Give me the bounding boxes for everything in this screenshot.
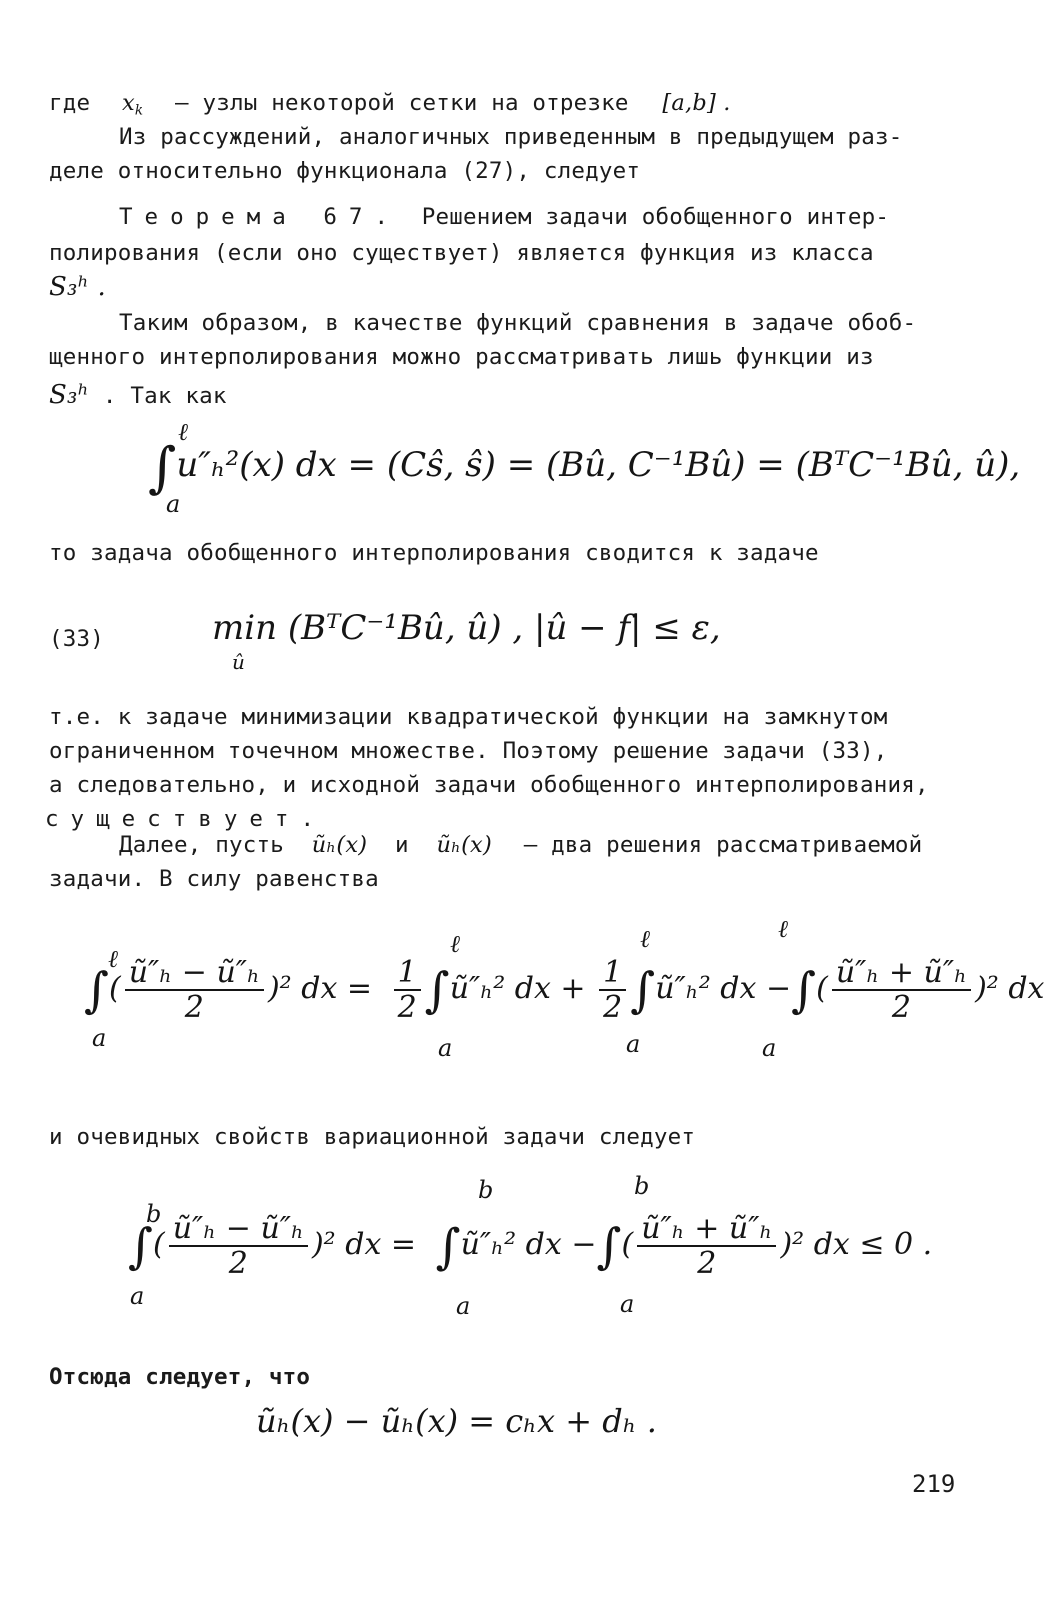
solution-two: ũₕ(x) bbox=[436, 832, 492, 858]
eq4-limit-lower-1: a bbox=[130, 1282, 145, 1310]
equation-33: min (BᵀC⁻¹Bû, û) , |û − f| ≤ ε, bbox=[212, 608, 721, 648]
equation-energy: ∫u″ₕ²(x) dx = (Cŝ, ŝ) = (Bû, C⁻¹Bû) = (BᵀC⁻¹Bû, û), bbox=[148, 436, 1021, 499]
equation-parallelogram: ∫( $\frac{\text{ũ″ₕ − ũ″ₕ}}{2}$ )² dx = $\frac{1}{2}$ ∫ũ″ₕ² dx + $\frac{1}{2}$ ∫ũ″ₕ² dx −∫( $\frac{\text{ũ″ₕ + ũ″ₕ}}{2}$ )² dx bbox=[84, 955, 1044, 1025]
eq3-limit-lower-1: a bbox=[92, 1024, 107, 1052]
text-line-17: задачи. В силу равенства bbox=[49, 866, 379, 892]
solution-one: ũₕ(x) bbox=[311, 832, 368, 858]
equation-difference: ũₕ(x) − ũₕ(x) = cₕx + dₕ . bbox=[256, 1402, 657, 1440]
text-line-3: деле относительно функционала (27), следует bbox=[49, 158, 641, 184]
node-symbol: $x_k$ bbox=[122, 90, 144, 119]
eq3-limit-lower-3: a bbox=[626, 1030, 641, 1058]
text-line-12: т.е. к задаче минимизации квадратической функции на замкнутом bbox=[49, 704, 888, 730]
text-line-18: и очевидных свойств вариационной задачи следует bbox=[49, 1124, 696, 1150]
text-line-10: то задача обобщенного интерполирования сводится к задаче bbox=[49, 540, 819, 566]
class-symbol: S₃ʰ . bbox=[49, 272, 107, 302]
eq3-limit-upper-1: ℓ bbox=[108, 945, 118, 973]
eq2-min-subscript: û bbox=[232, 650, 245, 674]
eq4-limit-upper-2: b bbox=[478, 1176, 494, 1204]
eq4-limit-lower-3: a bbox=[620, 1290, 635, 1318]
eq3-limit-upper-3: ℓ bbox=[640, 925, 650, 953]
text-line-9: S₃ʰ . Так как bbox=[49, 380, 227, 410]
eq3-limit-upper-2: ℓ bbox=[450, 930, 460, 958]
eq1-lower-limit: a bbox=[166, 490, 181, 518]
eq3-limit-lower-4: a bbox=[762, 1034, 777, 1062]
text-line-2: Из рассуждений, аналогичных приведенным в предыдущем раз- bbox=[119, 124, 903, 150]
equation-label-33: (33) bbox=[49, 626, 104, 652]
eq4-limit-upper-1: b bbox=[146, 1200, 162, 1228]
eq1-upper-limit: ℓ bbox=[178, 418, 188, 446]
equation-inequality: ∫( $\frac{\text{ũ″ₕ − ũ″ₕ}}{2}$ )² dx = ∫ũ″ₕ² dx −∫( $\frac{\text{ũ″ₕ + ũ″ₕ}}{2}$ )² dx ≤ 0 . bbox=[128, 1211, 933, 1281]
text-line-13: ограниченном точечном множестве. Поэтому решение задачи (33), bbox=[49, 738, 888, 764]
text-line-14: а следовательно, и исходной задачи обобщенного интерполирования, bbox=[49, 772, 929, 798]
eq4-limit-lower-2: a bbox=[456, 1292, 471, 1320]
segment-symbol: [a,b] . bbox=[662, 90, 731, 116]
text-line-8: щенного интерполирования можно рассматривать лишь функции из bbox=[49, 344, 874, 370]
text-line-1: где $x_k$ – узлы некоторой сетки на отрезке [a,b] . bbox=[49, 90, 731, 119]
theorem-heading: Теорема 67. bbox=[119, 204, 401, 230]
eq4-limit-upper-3: b bbox=[634, 1172, 650, 1200]
text-line-5: полирования (если оно существует) является функция из класса bbox=[49, 240, 874, 266]
eq3-limit-upper-4: ℓ bbox=[778, 915, 788, 943]
text-line-19: Отсюда следует, что bbox=[49, 1364, 311, 1390]
text-line-15: существует. bbox=[45, 806, 327, 832]
eq3-limit-lower-2: a bbox=[438, 1034, 453, 1062]
page-number: 219 bbox=[912, 1470, 956, 1498]
text-line-16: Далее, пусть ũₕ(x) и ũₕ(x) – два решения рассматриваемой bbox=[119, 832, 923, 858]
theorem-line: Теорема 67. Решением задачи обобщенного интер- bbox=[119, 204, 890, 230]
text-line-7: Таким образом, в качестве функций сравнения в задаче обоб- bbox=[119, 310, 917, 336]
